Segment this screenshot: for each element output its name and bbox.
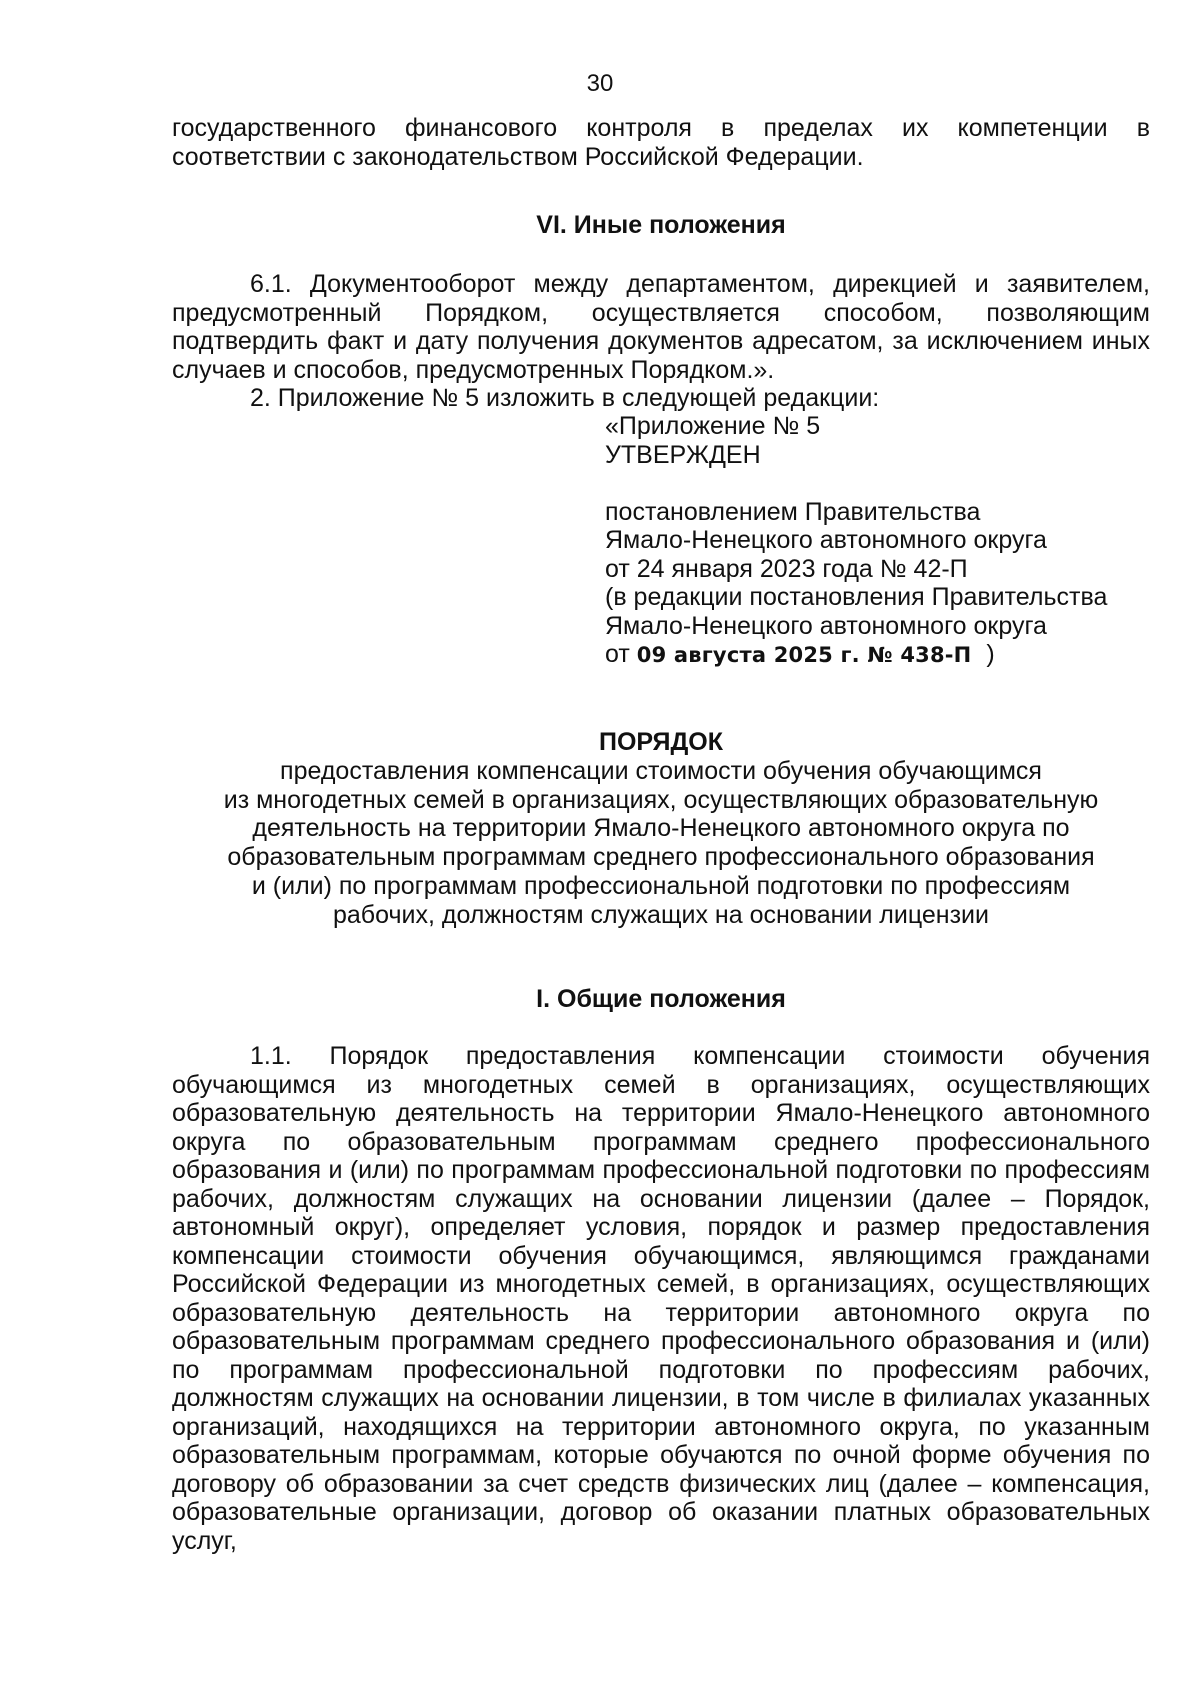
subtitle-line: и (или) по программам профессиональной подготовки по профессиям [251, 871, 1071, 900]
subtitle-line: образовательным программам среднего профессионального образования [227, 843, 1095, 872]
approval-approved-line: УТВЕРЖДЕН [605, 440, 761, 469]
amendment-suffix: ) [986, 640, 995, 668]
approval-region-line: Ямало-Ненецкого автономного округа [605, 526, 1047, 554]
section-6-body [172, 270, 1150, 413]
order-subtitle [172, 757, 1150, 929]
paragraph-1-1: 1.1. Порядок предоставления компенсации стоимости обучения обучающимся из многодетных семей в организациях, осуществляющих образовательную деятельность на территории Ямало-Ненецкого автономного округа по образовательным программам среднего профессионального образования и (или) по программам профессиональной подготовки по профессиям рабочих, должностям служащих на основании лицензии (далее – Порядок, автономный округ), определяет условия, порядок и размер предоставления компенсации стоимости обучения обучающимся, являющимся гражданами Российской Федерации из многодетных семей, в организациях, осуществляющих образовательную деятельность на территории автономного округа по образовательным программам среднего профессионального образования и (или) по программам профессиональной подготовки по профессиям рабочих, должностям служащих на основании лицензии, в том числе в филиалах указанных организаций, находящихся на территории автономного округа, по указанным образовательным программам, которые обучаются по очной форме обучения по договору об образовании за счет средств физических лиц (далее – компенсация, образовательные организации, договор об оказании платных образовательных услуг, [172, 1042, 1150, 1555]
approval-decree-line: постановлением Правительства [605, 497, 981, 526]
section-1-heading: I. Общие положения [536, 985, 786, 1013]
approval-amendment-line [605, 640, 1165, 670]
order-title: ПОРЯДОК [599, 728, 723, 756]
amendment-stamp-date: 09 августа 2025 г. № 438-П [636, 643, 972, 667]
approval-edition-line: (в редакции постановления Правительства [605, 583, 1108, 611]
subtitle-line: деятельность на территории Ямало-Ненецкого автономного округа по [252, 814, 1070, 843]
page-number: 30 [586, 70, 614, 97]
approval-spacer [605, 469, 1165, 498]
subtitle-line: предоставления компенсации стоимости обучения обучающимся [280, 757, 1042, 785]
paragraph-2: 2. Приложение № 5 изложить в следующей редакции: [250, 384, 880, 412]
section-1-body [172, 1042, 1150, 1555]
section-6-heading: VI. Иные положения [536, 211, 786, 239]
subtitle-line: из многодетных семей в организациях, осуществляющих образовательную [223, 785, 1099, 814]
subtitle-line: рабочих, должностям служащих на основании лицензии [333, 900, 989, 929]
approval-date-line: от 24 января 2023 года № 42-П [605, 554, 968, 583]
continuation-text: государственного финансового контроля в пределах их компетенции в соответствии с законодательством Российской Федерации. [172, 114, 1150, 171]
approval-edition-region-line: Ямало-Ненецкого автономного округа [605, 611, 1047, 640]
paragraph-6-1: 6.1. Документооборот между департаментом, дирекцией и заявителем, предусмотренный Порядком, осуществляется способом, позволяющим подтвердить факт и дату получения документов адресатом, за исключением иных случаев и способов, предусмотренных Порядком.». [172, 270, 1150, 384]
amendment-prefix: от [605, 640, 630, 668]
approval-block [605, 412, 1165, 670]
approval-appendix-line: «Приложение № 5 [605, 412, 821, 440]
continuation-paragraph [172, 114, 1150, 171]
